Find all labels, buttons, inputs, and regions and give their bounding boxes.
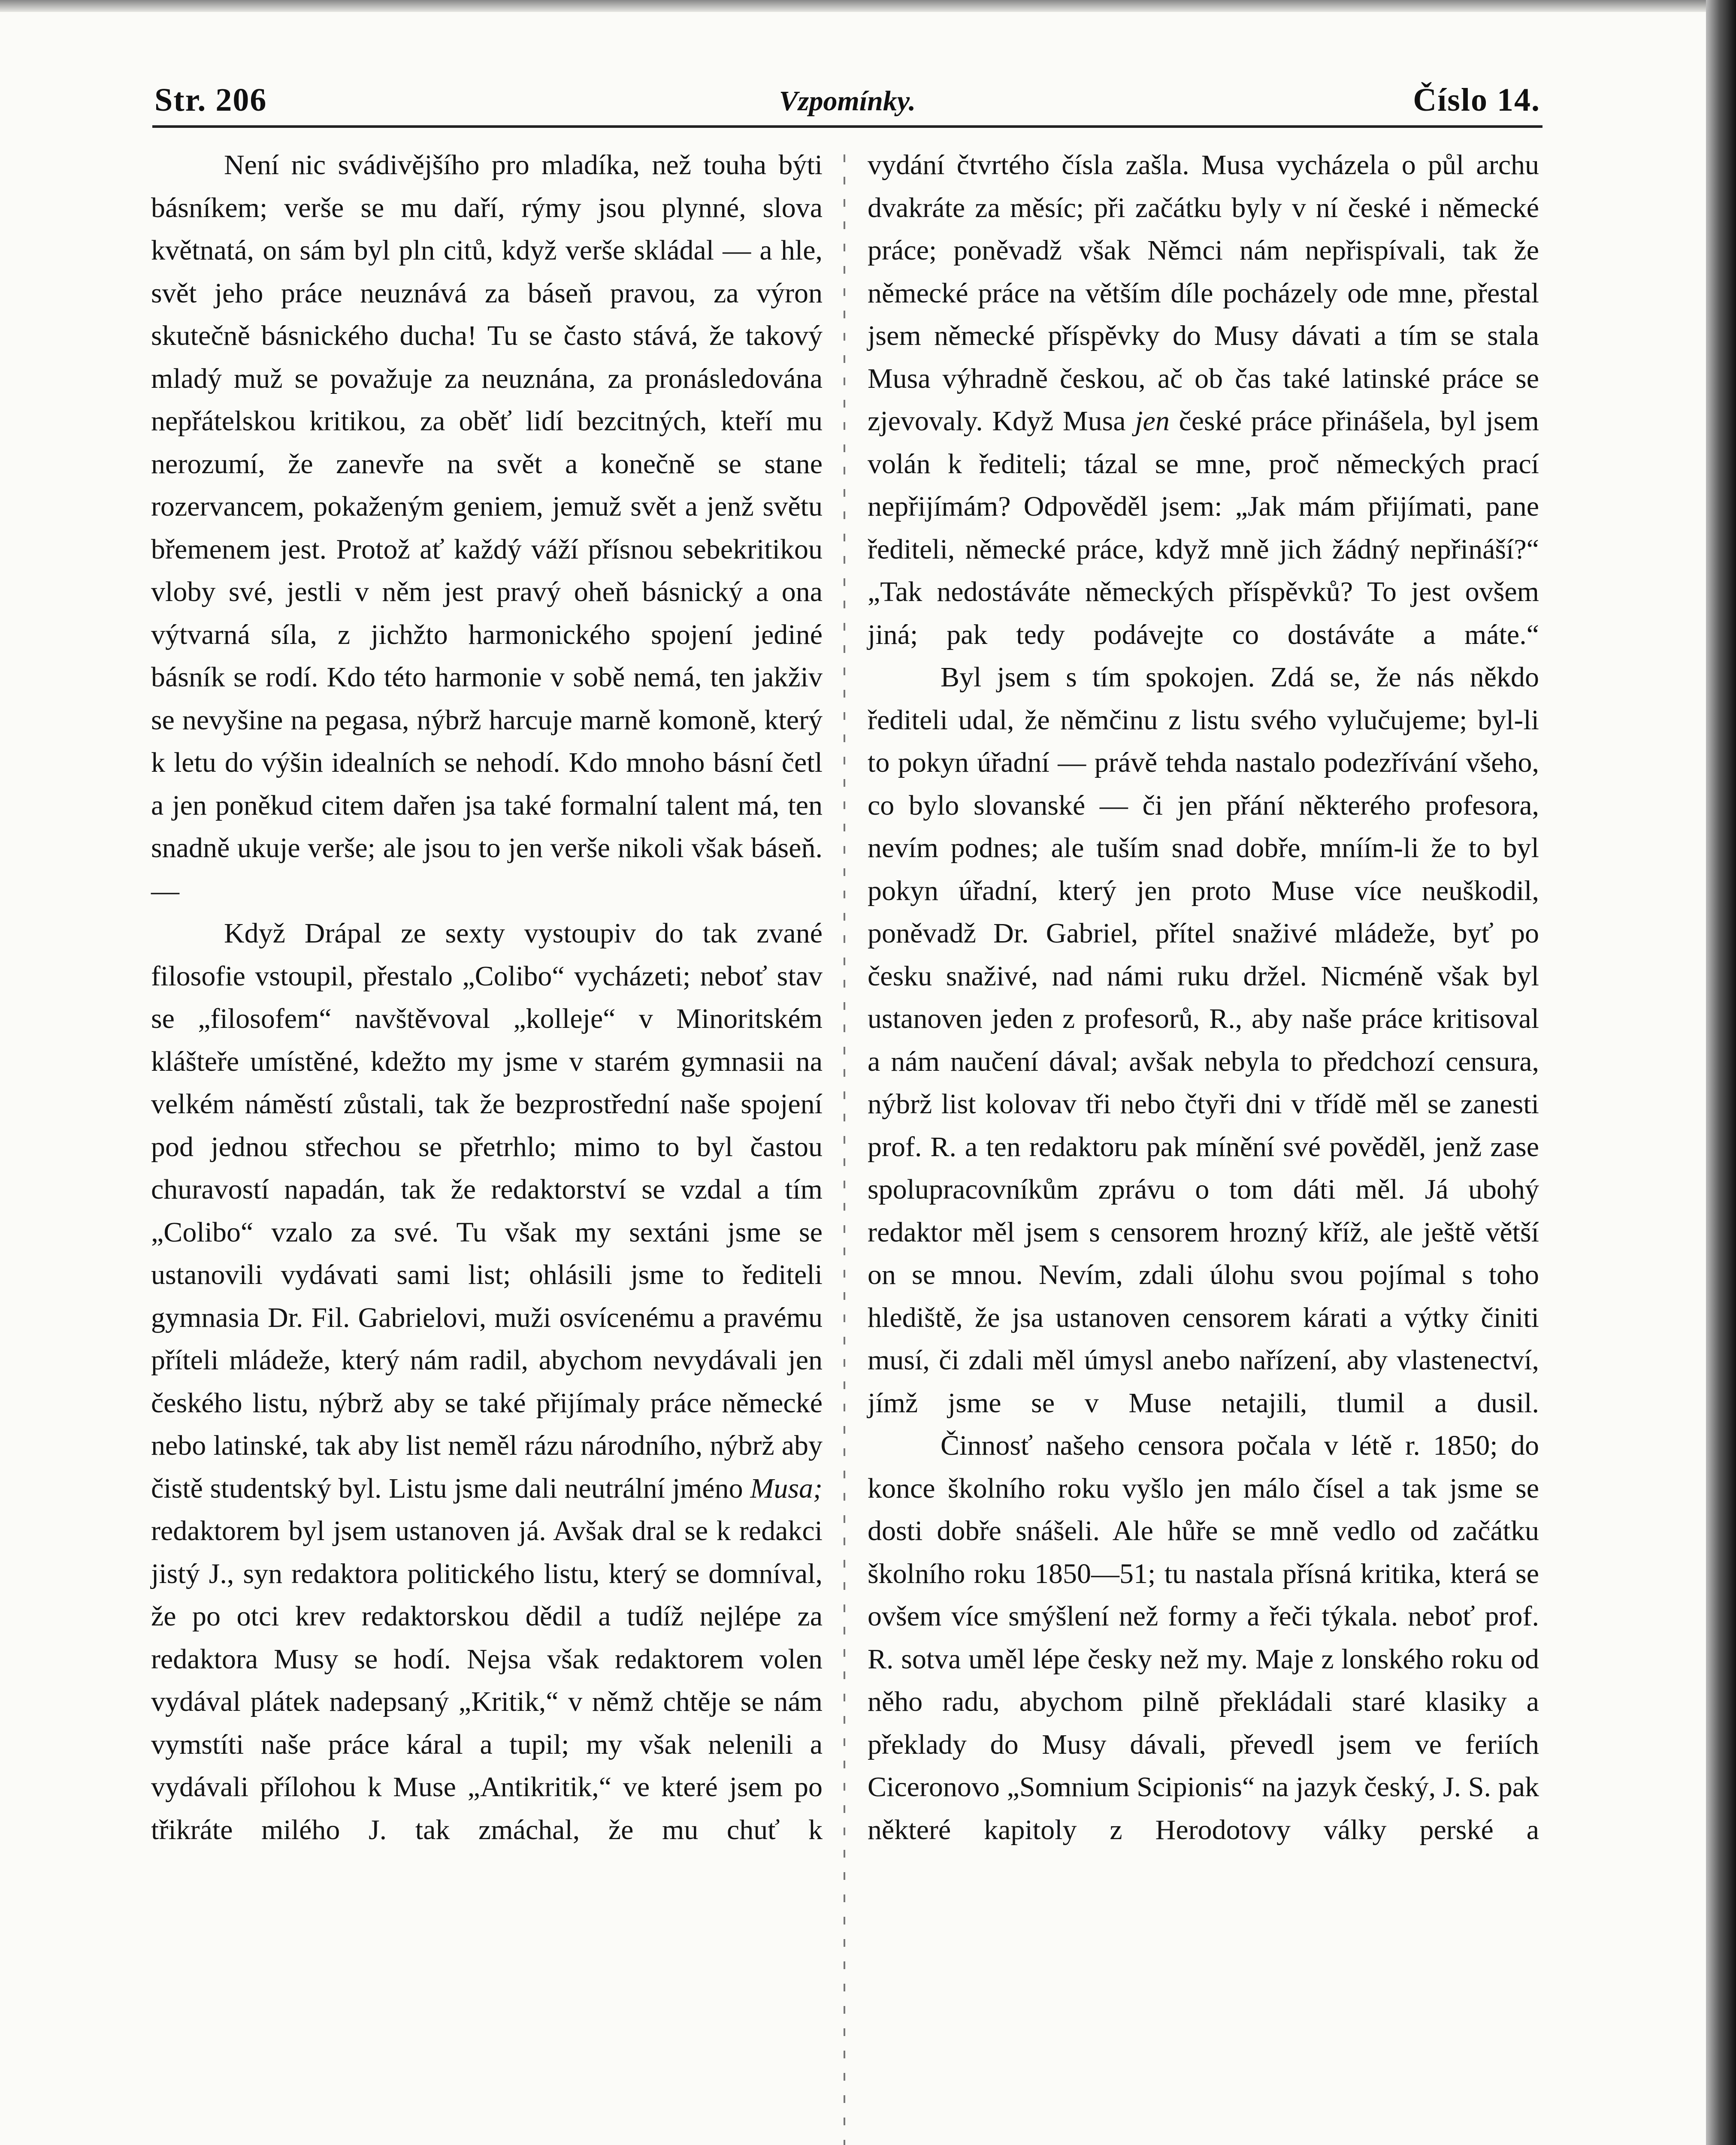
issue-number: Číslo 14. [1413, 82, 1540, 118]
journal-title: Vzpomínky. [779, 85, 916, 117]
paragraph-text: redaktorem byl jsem ustanoven já. Avšak dral se k redakci jistý J., syn redaktora politického listu, který se domníval, že po otci krev redaktorskou dědil a tudíž nejlépe za redaktora Musy se hodí. Nejsa však redaktorem volen vydával plátek nadepsaný „Kritik,“ v němž chtěje se nám vymstíti naše práce káral a tupil; my však nelenili a vydávali přílohou k Muse „Antikritik,“ ve které jsem po třikráte milého J. tak zmáchal, že mu chuť k [151, 1515, 823, 1846]
paragraph: Činnosť našeho censora počala v létě r. 1850; do konce školního roku vyšlo jen málo čísel a tak jsme se dosti dobře snášeli. Ale hůře se mně vedlo od začátku školního roku 1850—51; tu nastala přísná kritika, která se ovšem více smýšlení než formy a řeči týkala. neboť prof. R. sotva uměl lépe česky než my. Maje z lonského roku od něho radu, abychom pilně překládali staré klasiky a překlady do Musy dávali, převedl jsem ve feriích Ciceronovo „Somnium Scipionis“ na jazyk český, J. S. pak některé kapitoly z Herodotovy války perské a [868, 1430, 1539, 1846]
running-head [154, 82, 1540, 129]
paragraph [151, 912, 823, 1851]
paragraph: Není nic svádivějšího pro mladíka, než touha býti básníkem; verše se mu daří, rýmy jsou plynné, slova květnatá, on sám byl pln citů, když verše skládal — a hle, svět jeho práce neuznává za báseň pravou, za výron skutečně básnického ducha! Tu se často stává, že takový mladý muž se považuje za neuznána, za pronásledována nepřátelskou kritikou, za oběť lidí bezcitných, kteří mu nerozumí, že zanevře na svět a konečně se stane rozervancem, pokaženým geniem, jemuž svět a jenž světu břemenem jest. Protož ať každý váží přísnou sebekritikou vloby své, jestli v něm jest pravý oheň básnický a ona výtvarná síla, z jichžto harmonického spojení jediné básník se rodí. Kdo této harmonie v sobě nemá, ten jakživ se nevyšine na pegasa, nýbrž harcuje marně komoně, který k letu do výšin idealních se nehodí. Kdo mnoho básní četl a jen poněkud citem dařen jsa také formalní talent má, ten snadně ukuje verše; ale jsou to jen verše nikoli však báseň. — [151, 149, 823, 906]
page-number: Str. 206 [154, 82, 267, 118]
header-rule [152, 125, 1542, 128]
jen-italic: jen [1135, 405, 1170, 437]
paragraph-text: vydání čtvrtého čísla zašla. Musa vycházela o půl archu dvakráte za měsíc; při začátku byly v ní české i německé práce; poněvadž však Němci nám nepřispívali, tak že německé práce na větším díle pocházely ode mne, přestal jsem německé příspěvky do Musy dávati a tím se stala Musa výhradně českou, ač ob čas také latinské práce se zjevovaly. Když Musa [868, 149, 1539, 437]
paragraph-text: české práce přinášela, byl jsem volán k řediteli; tázal se mne, proč německých prací nepřijímám? Odpověděl jsem: „Jak mám přijímati, pane řediteli, německé práce, když mně jich žádný nepřináší?“ „Tak nedostáváte německých příspěvků? To jest ovšem jiná; pak tedy podávejte co dostáváte a máte.“ [868, 405, 1539, 650]
paragraph [868, 144, 1539, 656]
paragraph-text: Když Drápal ze sexty vystoupiv do tak zvané filosofie vstoupil, přestalo „Colibo“ vycházeti; neboť stav se „filosofem“ navštěvoval „kolleje“ v Minoritském klášteře umístěné, kdežto my jsme v starém gymnasii na velkém náměstí zůstali, tak že bezprostřední naše spojení pod jednou střechou se přetrhlo; mimo to byl častou churavostí napadán, tak že redaktorství se vzdal a tím „Colibo“ vzalo za své. Tu však my sextáni jsme se ustanovili vydávati sami list; ohlásili jsme to řediteli gymnasia Dr. Fil. Gabrielovi, muži osvícenému a pravému příteli mládeže, který nám radil, abychom nevydávali jen českého listu, nýbrž aby se také přijímaly práce německé nebo latinské, tak aby list neměl rázu národního, nýbrž aby čistě studentský byl. Listu jsme dali neutrální jméno [151, 918, 823, 1504]
musa-italic: Musa; [750, 1472, 823, 1504]
scan-top-shadow [0, 0, 1736, 12]
left-column [151, 144, 823, 1851]
paragraph: Byl jsem s tím spokojen. Zdá se, že nás někdo řediteli udal, že němčinu z listu svého vylučujeme; byl-li to pokyn úřadní — právě tehda nastalo podezřívání všeho, co bylo slovanské — či jen přání některého profesora, nevím podnes; ale tuším snad dobře, mníím-li že to byl pokyn úřadní, který jen proto Muse více neuškodil, poněvadž Dr. Gabriel, přítel snaživé mládeže, byť po česku snaživé, nad námi ruku držel. Nicméně však byl ustanoven jeden z profesorů, R., aby naše práce kritisoval a nám naučení dával; avšak nebyla to předchozí censura, nýbrž list kolovav tři nebo čtyři dni v třídě měl se zanesti prof. R. a ten redaktoru pak mínění své pověděl, jenž zase spolupracovníkům zprávu o tom dáti měl. Já ubohý redaktor měl jsem s censorem hrozný kříž, ale ještě větší on se mnou. Nevím, zdali úlohu svou pojímal s toho hlediště, že jsa ustanoven censorem kárati a výtky činiti musí, či zdali měl úmysl anebo nařízení, aby vlastenectví, jímž jsme se v Muse netajili, tlumil a dusil. [868, 662, 1539, 1419]
scan-right-edge [1706, 0, 1736, 2145]
right-column [868, 144, 1539, 1851]
column-divider [844, 154, 845, 2145]
